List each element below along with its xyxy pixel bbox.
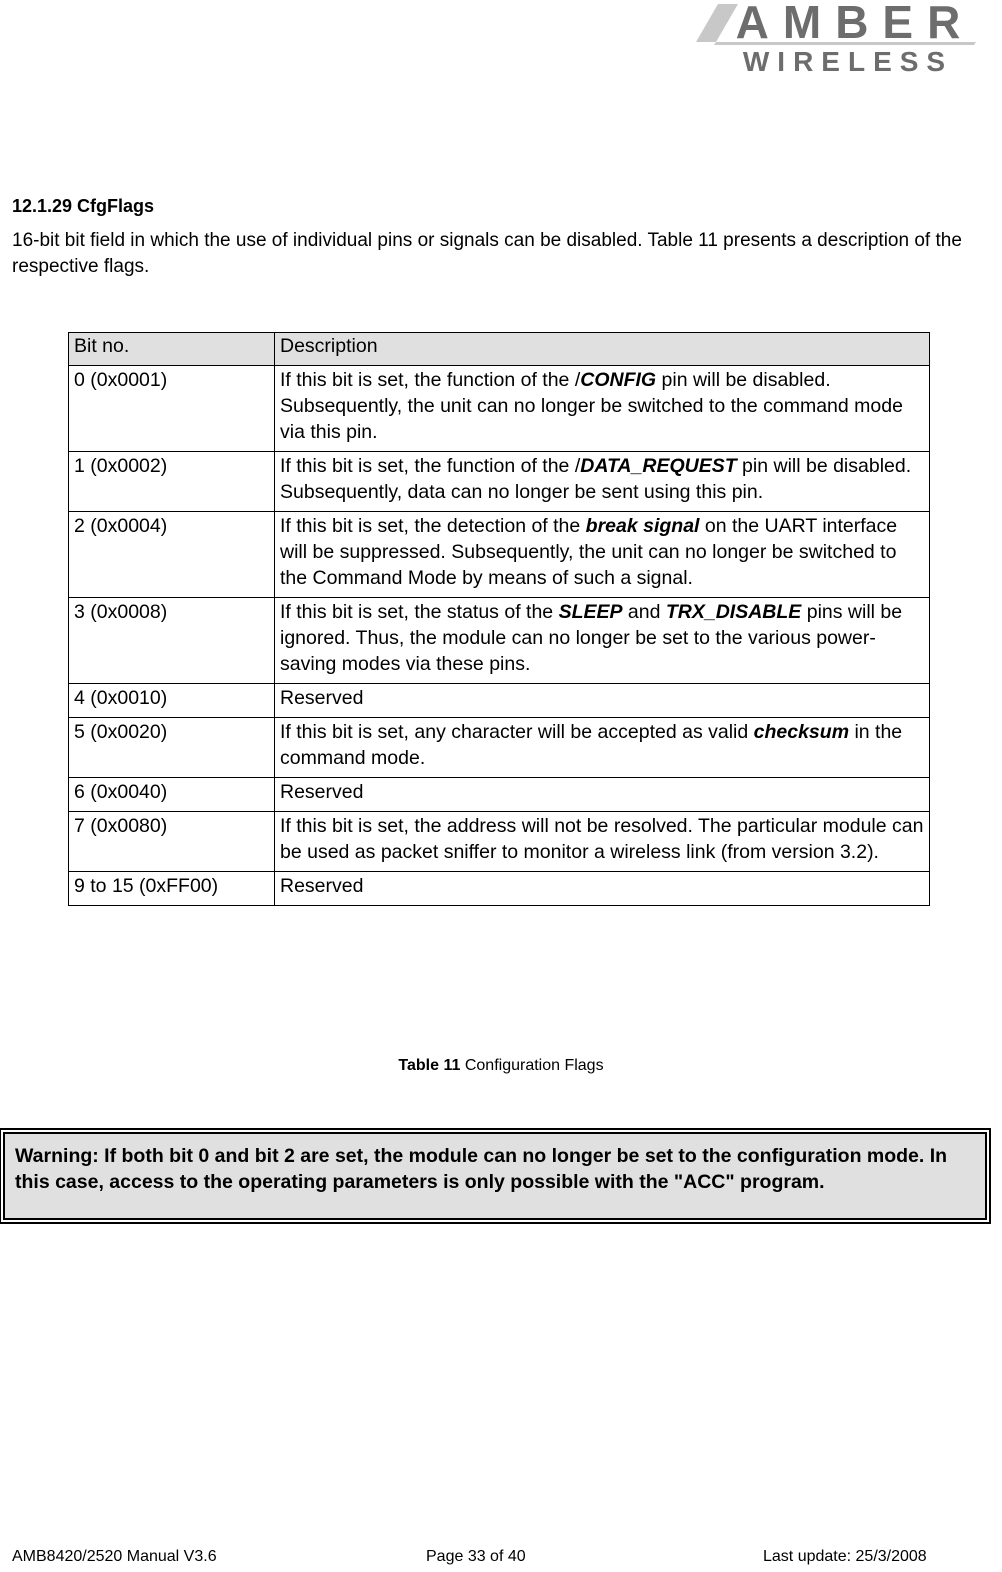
description-text: If this bit is set, any character will be accepted as valid (280, 721, 754, 743)
logo-wireless-text: WIRELESS (742, 46, 954, 77)
bit-number-cell: 7 (0x0080) (69, 812, 275, 872)
footer-manual: AMB8420/2520 Manual V3.6 (12, 1548, 217, 1565)
emphasized-term: break signal (585, 515, 700, 537)
description-text: pins will be ignored. Thus, the module can no longer be set to the various power-saving modes via these pins. (280, 601, 903, 675)
emphasized-term: checksum (753, 721, 850, 743)
description-cell (275, 512, 930, 598)
table-row (69, 718, 930, 778)
amber-wireless-logo (680, 0, 980, 80)
logo-amber-text: AMBER (735, 0, 975, 48)
description-cell (275, 366, 930, 452)
table-row (69, 872, 930, 906)
table-row (69, 778, 930, 812)
description-cell (275, 872, 930, 906)
description-cell (275, 684, 930, 718)
description-text: If this bit is set, the address will not be resolved. The particular module can be used as packet sniffer to monitor a wireless link (from version 3.2). (280, 815, 924, 863)
description-text: pin will be disabled. Subsequently, the unit can no longer be switched to the command mode via this pin. (280, 369, 903, 443)
table-row (69, 812, 930, 872)
bit-number-cell: 6 (0x0040) (69, 778, 275, 812)
bit-number-cell: 5 (0x0020) (69, 718, 275, 778)
description-text: Reserved (280, 687, 364, 709)
description-text: pin will be disabled. Subsequently, data can no longer be sent using this pin. (280, 455, 912, 503)
emphasized-term: DATA_REQUEST (580, 455, 737, 477)
description-text: If this bit is set, the status of the (280, 601, 559, 623)
table-row (69, 684, 930, 718)
bit-number-cell: 9 to 15 (0xFF00) (69, 872, 275, 906)
description-cell (275, 452, 930, 512)
table-row (69, 366, 930, 452)
config-flags-table (68, 332, 930, 906)
emphasized-term: CONFIG (580, 369, 657, 391)
table-row (69, 598, 930, 684)
description-cell (275, 778, 930, 812)
description-text: If this bit is set, the detection of the (280, 515, 586, 537)
table-caption (0, 1057, 1002, 1075)
bit-number-cell: 0 (0x0001) (69, 366, 275, 452)
emphasized-term: TRX_DISABLE (665, 601, 802, 623)
section-intro: 16-bit bit field in which the use of individual pins or signals can be disabled. Table 11 presents a description of the respective flags. (12, 230, 962, 277)
description-text: and (622, 601, 666, 623)
description-text: Reserved (280, 781, 364, 803)
description-text: Reserved (280, 875, 364, 897)
emphasized-term: SLEEP (558, 601, 623, 623)
description-text: If this bit is set, the function of the / (280, 455, 581, 477)
bit-number-cell: 2 (0x0004) (69, 512, 275, 598)
footer-page: Page 33 of 40 (426, 1548, 526, 1565)
logo-slash-icon (696, 4, 738, 42)
description-cell (275, 812, 930, 872)
section-title: 12.1.29 CfgFlags (12, 196, 155, 216)
bit-number-cell: 3 (0x0008) (69, 598, 275, 684)
description-cell (275, 598, 930, 684)
table-row (69, 512, 930, 598)
description-text: If this bit is set, the function of the / (280, 369, 581, 391)
warning-box: Warning: If both bit 0 and bit 2 are set, the module can no longer be set to the configuration mode. In this case, access to the operating parameters is only possible with the "ACC" program. (3, 1132, 987, 1220)
table-row (69, 452, 930, 512)
header-bit-no: Bit no. (69, 333, 275, 366)
description-text: in the command mode. (280, 721, 903, 769)
header-description: Description (275, 333, 930, 366)
description-cell (275, 718, 930, 778)
bit-number-cell: 1 (0x0002) (69, 452, 275, 512)
caption-label: Table 11 (398, 1057, 461, 1074)
bit-number-cell: 4 (0x0010) (69, 684, 275, 718)
footer-last-update: Last update: 25/3/2008 (763, 1548, 927, 1565)
caption-text: Configuration Flags (460, 1057, 604, 1074)
description-text: on the UART interface will be suppressed. Subsequently, the unit can no longer be switched to the Command Mode by means of such a signal. (280, 515, 898, 589)
table-header-row (69, 333, 930, 366)
